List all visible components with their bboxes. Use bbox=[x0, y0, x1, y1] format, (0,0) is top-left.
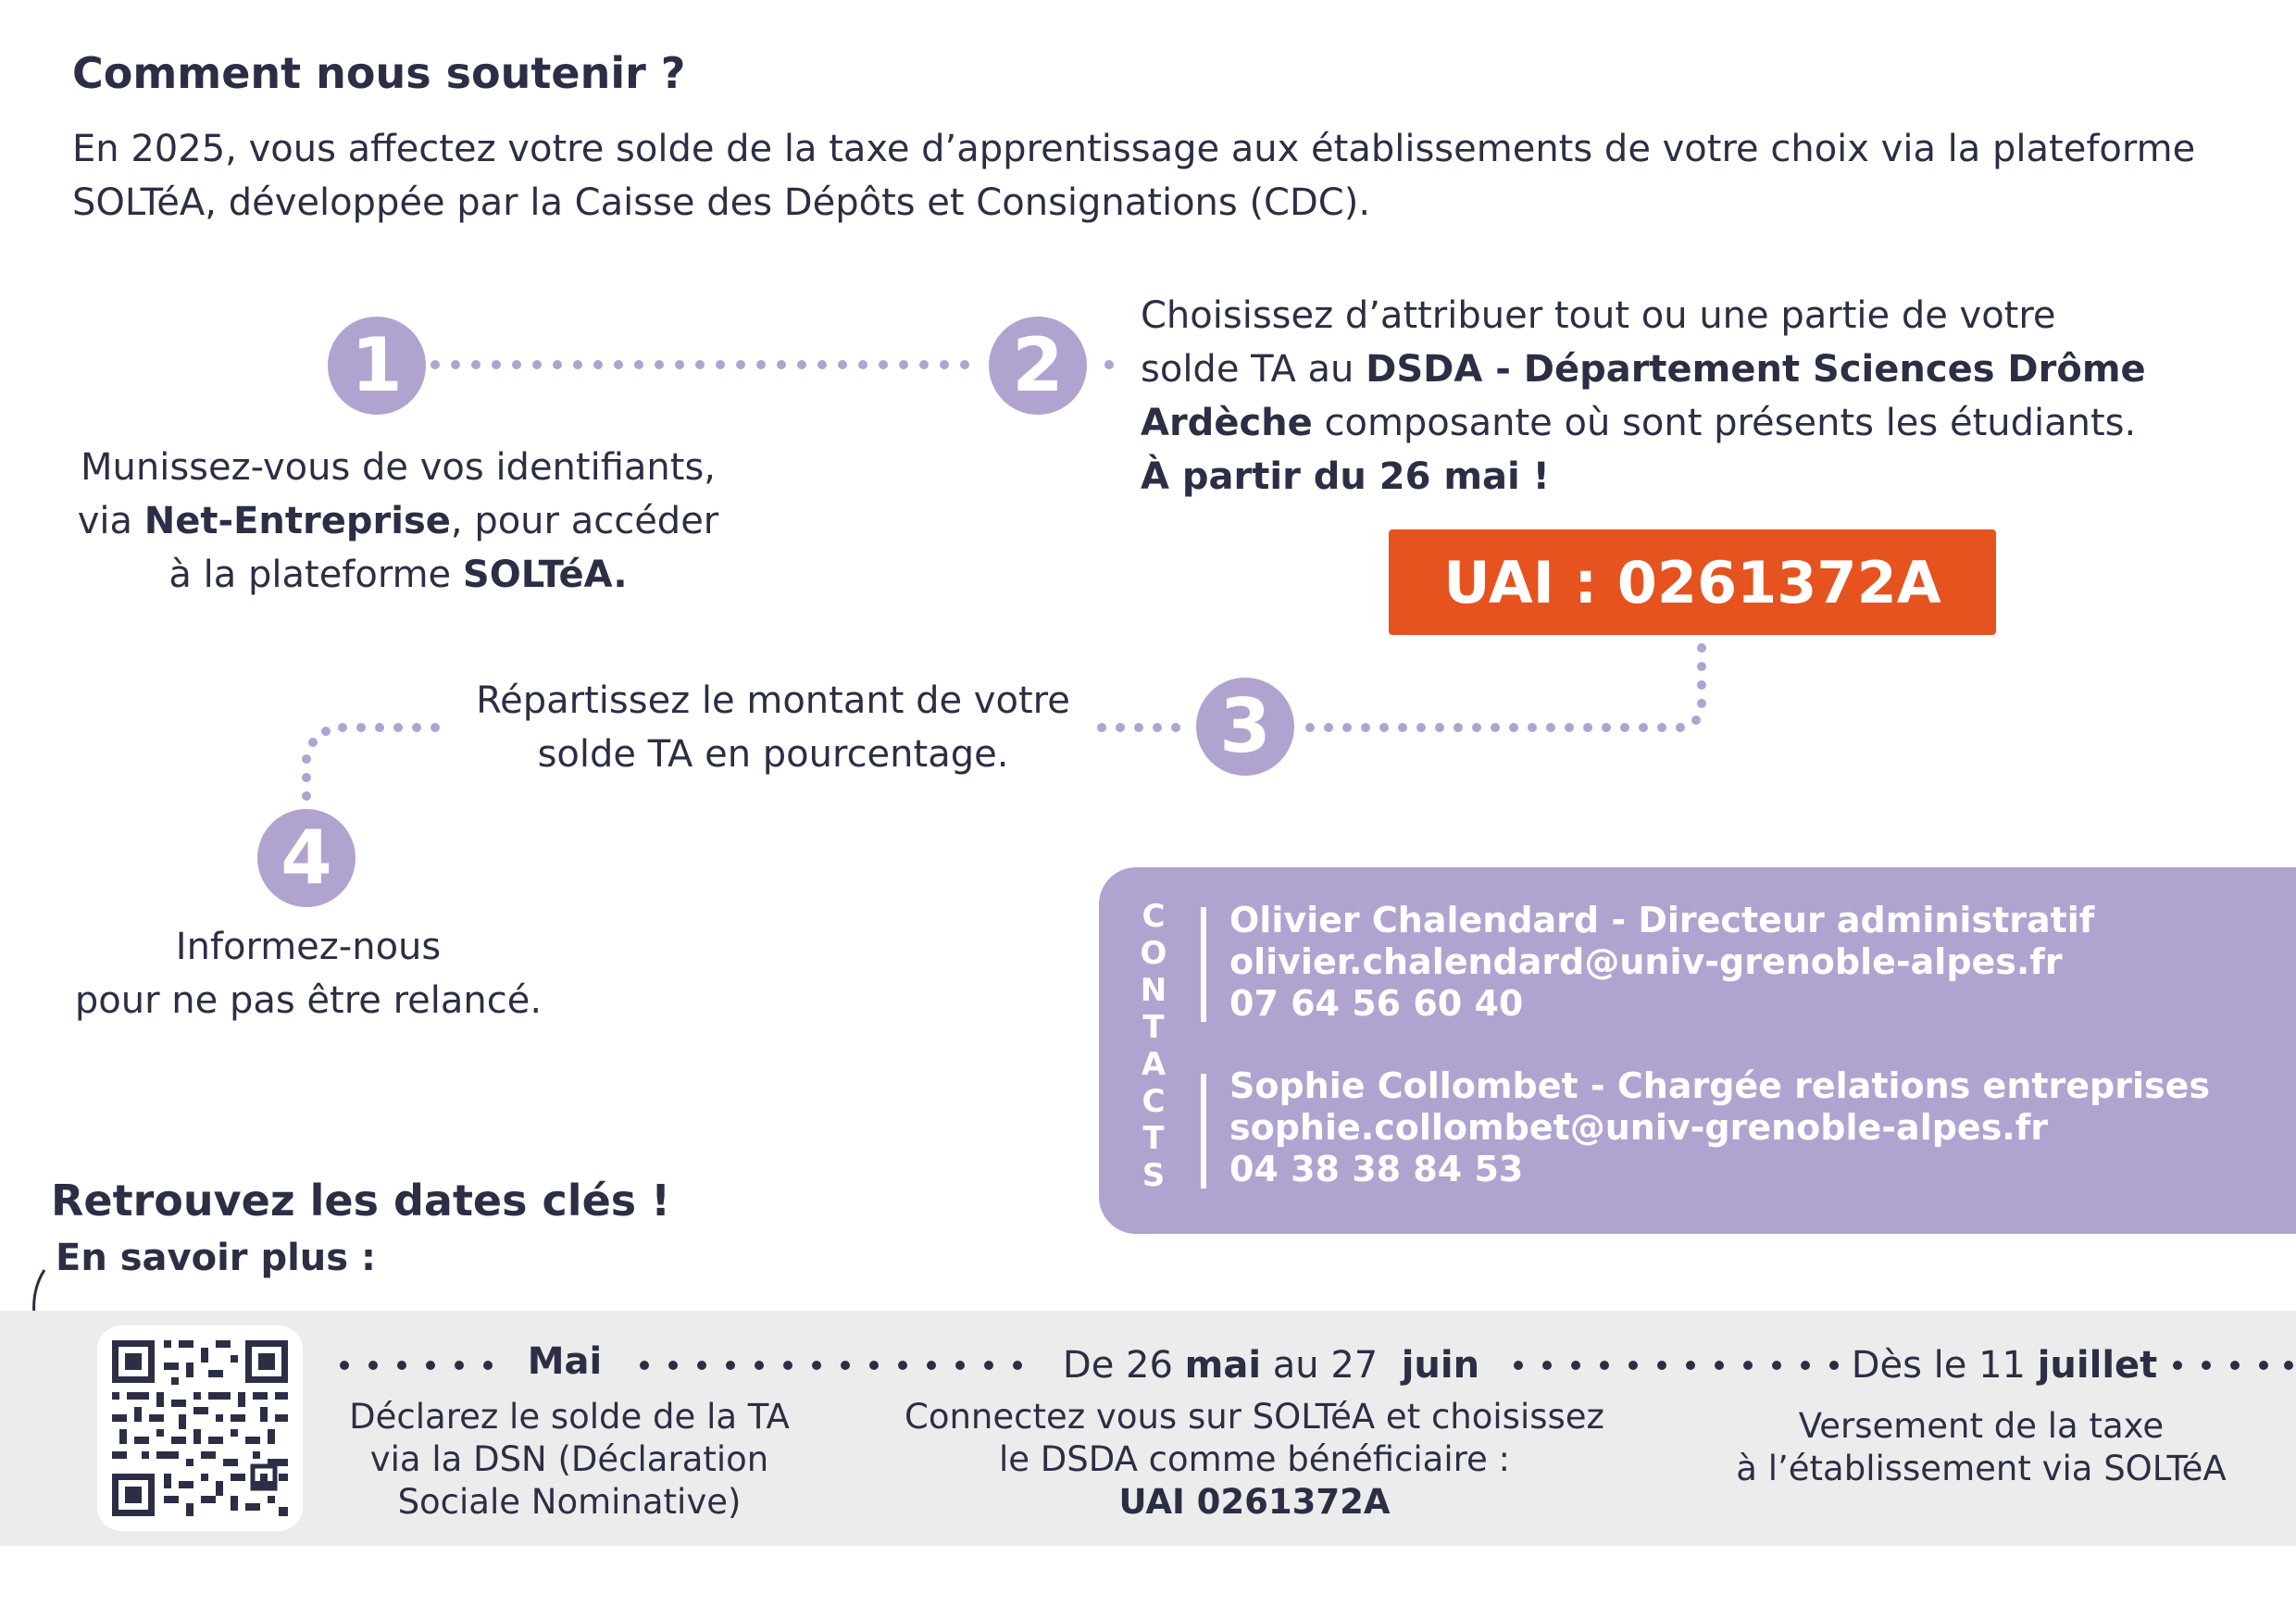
step-2-text: Choisissez d’attribuer tout ou une partie de votre solde TA au DSDA - Département Sciences Drôme Ardèche composante où sont présents les étudiants. À partir du 26 mai ! bbox=[1141, 294, 2146, 498]
step-4-circle: 4 bbox=[257, 809, 356, 907]
contact-phone: 04 38 38 84 53 bbox=[1229, 1149, 1524, 1189]
contact-name: Olivier Chalendard - Directeur administratif bbox=[1229, 900, 2095, 940]
contact-sophie bbox=[1229, 1065, 2210, 1190]
contact-divider bbox=[1201, 907, 1206, 1022]
contact-olivier bbox=[1229, 900, 2094, 1025]
intro-paragraph: En 2025, vous affectez votre solde de la taxe d’apprentissage aux établissements de votre choix via la plateforme SOLTéA, développée par la Caisse des Dépôts et Consignations (CDC). bbox=[72, 128, 2196, 224]
contact-email[interactable]: olivier.chalendard@univ-grenoble-alpes.fr bbox=[1229, 941, 2063, 982]
timeline-desc-mai-juin: Connectez vous sur SOLTéA et choisissez le DSDA comme bénéficiaire : UAI 0261372A bbox=[905, 1397, 1604, 1522]
step-4-text: Informez-nous pour ne pas être relancé. bbox=[74, 926, 543, 1022]
savoir-plus-label: En savoir plus : bbox=[56, 1237, 376, 1279]
contact-email[interactable]: sophie.collombet@univ-grenoble-alpes.fr bbox=[1229, 1107, 2049, 1148]
page-title: Comment nous soutenir ? bbox=[72, 48, 686, 98]
timeline-desc-mai: Déclarez le solde de la TA via la DSN (Déclaration Sociale Nominative) bbox=[349, 1397, 790, 1522]
connector-uai-3 bbox=[1305, 643, 1706, 732]
step-1-text: Munissez-vous de vos identifiants, via Net-Entreprise, pour accéder à la plateforme SOLTéA. bbox=[77, 446, 719, 596]
step-1-circle: 1 bbox=[328, 317, 426, 415]
contacts-label: C O N T A C T S bbox=[1140, 898, 1167, 1194]
connector-text-4 bbox=[302, 723, 440, 801]
contact-phone: 07 64 56 60 40 bbox=[1229, 983, 1524, 1024]
timeline-head-mai-juin: De 26 mai au 27 juin bbox=[1062, 1344, 1480, 1387]
uai-box: UAI : 0261372A bbox=[1389, 529, 1996, 635]
timeline-desc-juillet: Versement de la taxe à l’établissement via SOLTéA bbox=[1736, 1406, 2227, 1488]
step-3-circle: 3 bbox=[1196, 678, 1294, 776]
step-2-circle: 2 bbox=[989, 317, 1087, 415]
contact-divider bbox=[1201, 1074, 1206, 1189]
contact-name: Sophie Collombet - Chargée relations entreprises bbox=[1229, 1065, 2211, 1106]
step-3-text: Répartissez le montant de votre solde TA en pourcentage. bbox=[476, 679, 1070, 776]
timeline-head-juillet: Dès le 11 juillet bbox=[1851, 1344, 2158, 1387]
timeline-head-mai: Mai bbox=[527, 1340, 603, 1383]
dates-title: Retrouvez les dates clés ! bbox=[51, 1176, 671, 1226]
connector-3-text bbox=[1097, 723, 1180, 732]
